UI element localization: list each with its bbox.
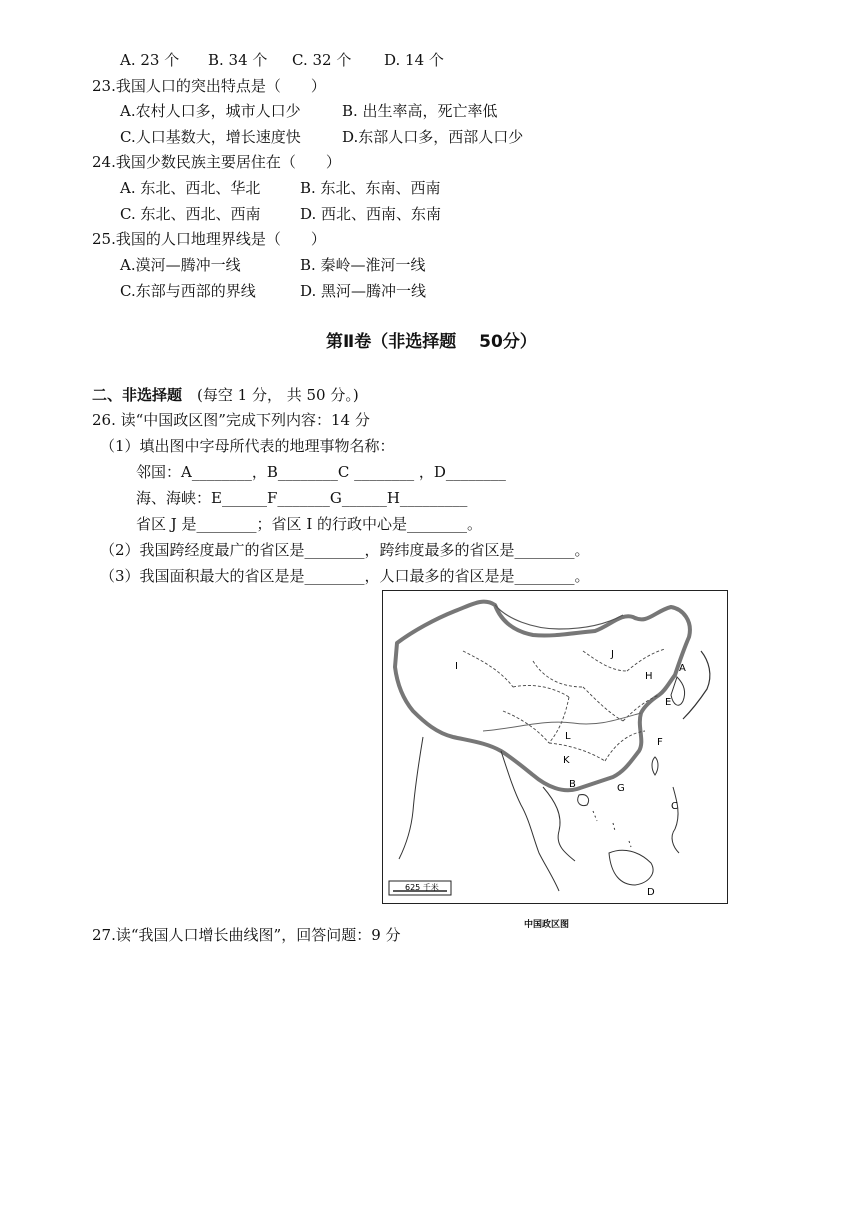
q25-stem: 25.我国的人口地理界线是（ ） bbox=[92, 230, 326, 248]
map-letter-j: J bbox=[611, 649, 614, 660]
map-letter-k: K bbox=[563, 755, 570, 766]
philippines-outline bbox=[672, 787, 679, 853]
map-letter-a: A bbox=[679, 663, 686, 674]
borneo-outline bbox=[609, 850, 653, 885]
map-letter-h: H bbox=[645, 671, 653, 682]
south-sea-dots bbox=[593, 811, 631, 847]
q26-part1-seas: 海、海峡：E______F_______G______H_________ bbox=[136, 489, 468, 507]
q26-part1-provinces: 省区 J 是________；省区 I 的行政中心是________。 bbox=[136, 515, 483, 533]
map-letter-f: F bbox=[657, 737, 663, 748]
taiwan-outline bbox=[652, 757, 658, 775]
q23-stem: 23.我国人口的突出特点是（ ） bbox=[92, 77, 326, 95]
section-heading-note: (每空 1 分， 共 50 分。) bbox=[182, 386, 359, 404]
q25-option-c: C.东部与西部的界线 bbox=[120, 282, 256, 300]
japan-outline bbox=[683, 651, 710, 719]
scale-label: 625 千米 bbox=[405, 883, 439, 892]
korea-outline bbox=[671, 677, 685, 705]
q24-option-a: A. 东北、西北、华北 bbox=[120, 179, 261, 197]
q26-part2: （2）我国跨经度最广的省区是________，跨纬度最多的省区是________。 bbox=[100, 541, 590, 559]
map-drawing bbox=[383, 591, 727, 903]
hainan-outline bbox=[578, 795, 589, 806]
q23-option-a: A.农村人口多，城市人口少 bbox=[120, 102, 301, 120]
map-letter-i: I bbox=[455, 661, 458, 672]
q24-option-d: D. 西北、西南、东南 bbox=[300, 205, 442, 223]
map-letter-c: C bbox=[671, 801, 678, 812]
section-title: 第Ⅱ卷（非选择题 50分） bbox=[326, 332, 537, 352]
q24-option-b: B. 东北、东南、西南 bbox=[300, 179, 441, 197]
section-heading-label: 二、非选择题 bbox=[92, 386, 183, 404]
q22-option-b: B. 34 个 bbox=[208, 51, 268, 69]
river-line bbox=[483, 713, 641, 731]
national-border bbox=[395, 602, 690, 791]
map-letter-e: E bbox=[665, 697, 672, 708]
q26-part1-neighbors: 邻国：A________，B________C ________ ，D________ bbox=[136, 463, 506, 481]
q26-part1: （1）填出图中字母所代表的地理事物名称： bbox=[100, 437, 395, 455]
province-borders bbox=[463, 649, 665, 761]
map-caption: 中国政区图 bbox=[524, 920, 570, 930]
map-letter-l: L bbox=[565, 731, 571, 742]
q24-option-c: C. 东北、西北、西南 bbox=[120, 205, 261, 223]
map-letter-b: B bbox=[569, 779, 576, 790]
q25-option-d: D. 黑河—腾冲一线 bbox=[300, 282, 427, 300]
china-political-map bbox=[382, 590, 728, 904]
q22-option-d: D. 14 个 bbox=[384, 51, 444, 69]
q22-option-c: C. 32 个 bbox=[292, 51, 352, 69]
q23-option-c: C.人口基数大，增长速度快 bbox=[120, 128, 301, 146]
q23-option-d: D.东部人口多，西部人口少 bbox=[342, 128, 524, 146]
q26-part3: （3）我国面积最大的省区是是________，人口最多的省区是是________。 bbox=[100, 567, 590, 585]
q25-option-a: A.漠河—腾冲一线 bbox=[120, 256, 241, 274]
q24-stem: 24.我国少数民族主要居住在（ ） bbox=[92, 153, 341, 171]
q25-option-b: B. 秦岭—淮河一线 bbox=[300, 256, 426, 274]
indochina-coast bbox=[543, 787, 575, 861]
india-outline bbox=[399, 737, 423, 859]
q22-option-a: A. 23 个 bbox=[120, 51, 180, 69]
map-letter-g: G bbox=[617, 783, 625, 794]
q26-stem: 26. 读“中国政区图”完成下列内容：14 分 bbox=[92, 411, 370, 429]
q23-option-b: B. 出生率高，死亡率低 bbox=[342, 102, 498, 120]
section-heading bbox=[92, 385, 359, 405]
map-letter-d: D bbox=[647, 887, 655, 898]
q27-stem: 27.读“我国人口增长曲线图”，回答问题：9 分 bbox=[92, 926, 401, 944]
